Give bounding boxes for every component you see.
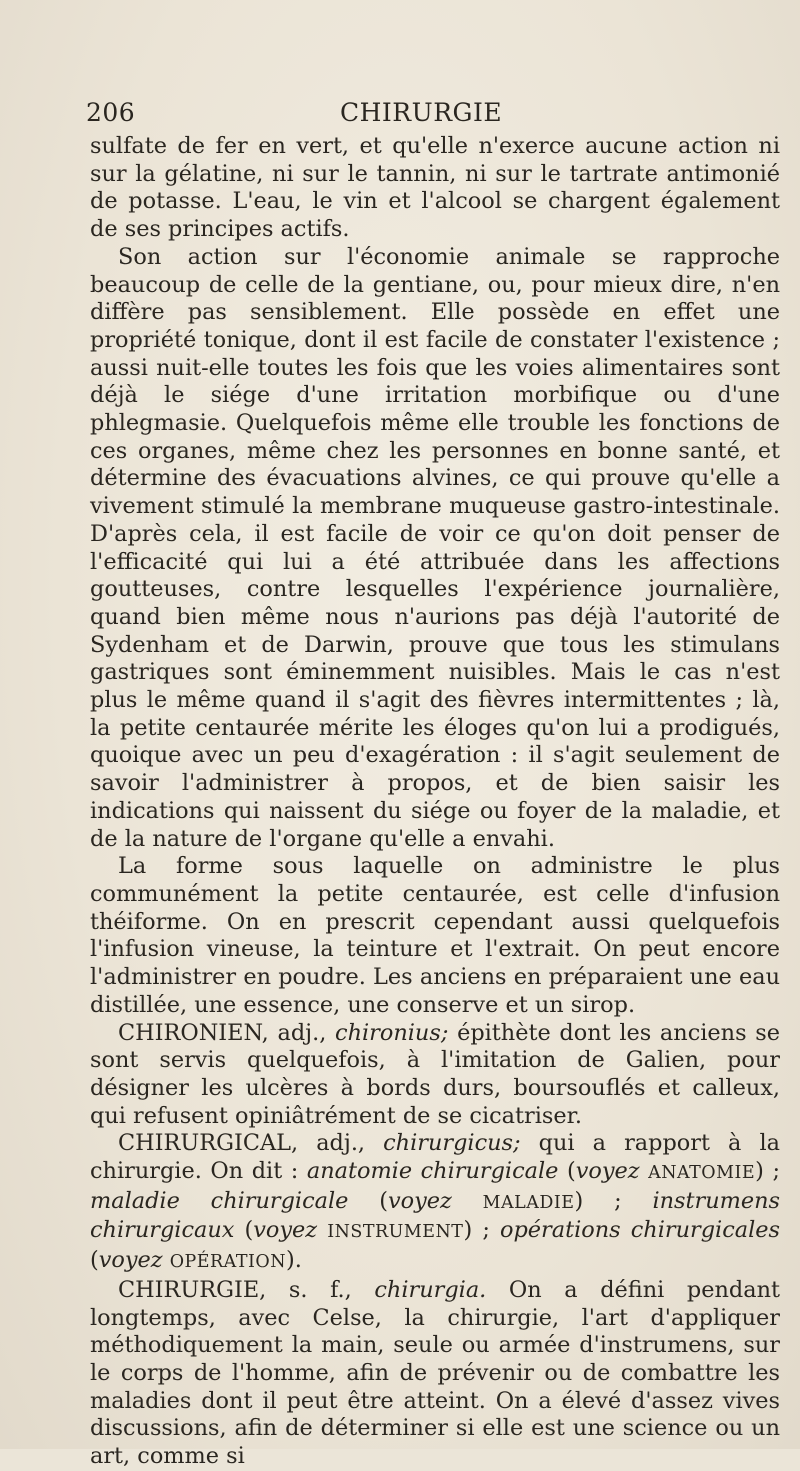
voyez-label: voyez [253,1217,318,1244]
example-term: instrumens chirurgicaux [90,1187,781,1244]
page-number: 206 [86,98,136,127]
latin-term: chirurgicus; [383,1130,521,1157]
headword: CHIRURGICAL [118,1130,291,1157]
example-term: maladie chirurgicale [90,1187,349,1214]
cross-reference: MALADIE [482,1192,575,1213]
body-text [90,133,780,1471]
voyez-label: voyez [575,1158,640,1185]
paragraph-action: Son action sur l'économie animale se rapproche beaucoup de celle de la gentiane, ou, pour mieux dire, n'en diffère pas sensiblement. Elle possède en effet une propriété tonique, dont il est facile de constater l'existence ; aussi nuit-elle toutes les fois que les voies alimentaires sont déjà le siége d'une irritation morbifique ou d'une phlegmasie. Quelquefois même elle trouble les fonctions de ces organes, même chez les personnes en bonne santé, et détermine des évacuations alvines, ce qui prouve qu'elle a vivement stimulé la membrane muqueuse gastro-intestinale. D'après cela, il est facile de voir ce qu'on doit penser de l'efficacité qui lui a été attribuée dans les affections goutteuses, contre lesquelles l'expérience journalière, quand bien même nous n'aurions pas déjà l'autorité de Sydenham et de Darwin, prouve que tous les stimulans gastriques sont éminemment nuisibles. Mais le cas n'est plus le même quand il s'agit des fièvres intermittentes ; là, la petite centaurée mérite les éloges qu'on lui a prodigués, quoique avec un peu d'exagération : il s'agit seulement de savoir l'administrer à propos, et de bien saisir les indications qui naissent du siége ou foyer de la maladie, et de la nature de l'organe qu'elle a envahi. [90,243,780,852]
voyez-label: voyez [98,1247,163,1274]
entry-chirurgie: CHIRURGIE, s. f., chirurgia. On a défini pendant longtemps, avec Celse, la chirurgie, l'art d'appliquer méthodiquement la main, seule ou armée d'instrumens, sur le corps de l'homme, afin de prévenir ou de combattre les maladies dont il peut être atteint. On a élevé d'assez vives discussions, afin de déterminer si elle est une science ou un art, comme si [90,1276,780,1470]
example-term: anatomie chirurgicale [306,1158,559,1185]
headword: CHIRURGIE [118,1276,260,1303]
voyez-label: voyez [387,1187,452,1214]
latin-term: chirurgia. [374,1276,487,1303]
headword: CHIRONIEN [118,1019,262,1046]
entry-chironien: CHIRONIEN, adj., chironius; épithète dont les anciens se sont servis quelquefois, à l'imitation de Galien, pour désigner les ulcères à bords durs, boursouflés et calleux, qui refusent opiniâtrément de se cicatriser. [90,1019,780,1129]
paragraph-forme: La forme sous laquelle on administre le plus communément la petite centaurée, est celle d'infusion théiforme. On en prescrit cependant aussi quelquefois l'infusion vineuse, la teinture et l'extrait. On peut encore l'administrer en poudre. Les anciens en préparaient une eau distillée, une essence, une conserve et un sirop. [90,853,780,1018]
entry-chirurgical: CHIRURGICAL, adj., chirurgicus; qui a rapport à la chirurgie. On dit : anatomie chirurgicale (voyez ANATOMIE) ; maladie chirurgicale (voyez MALADIE) ; instrumens chirurgicaux (voyez INSTRUMENT) ; opérations chirurgicales (voyez OPÉRATION). [90,1130,781,1274]
running-head: CHIRURGIE [340,98,503,127]
cross-reference: OPÉRATION [169,1252,287,1273]
example-term: opérations chirurgicales [499,1217,780,1244]
paragraph-continuation: sulfate de fer en vert, et qu'elle n'exerce aucune action ni sur la gélatine, ni sur le tannin, ni sur le tartrate antimonié de potasse. L'eau, le vin et l'alcool se chargent également de ses principes actifs. [90,133,780,243]
page-header [86,98,766,132]
latin-term: chironius; [335,1019,449,1046]
cross-reference: ANATOMIE [648,1163,756,1184]
cross-reference: INSTRUMENT [327,1222,464,1243]
